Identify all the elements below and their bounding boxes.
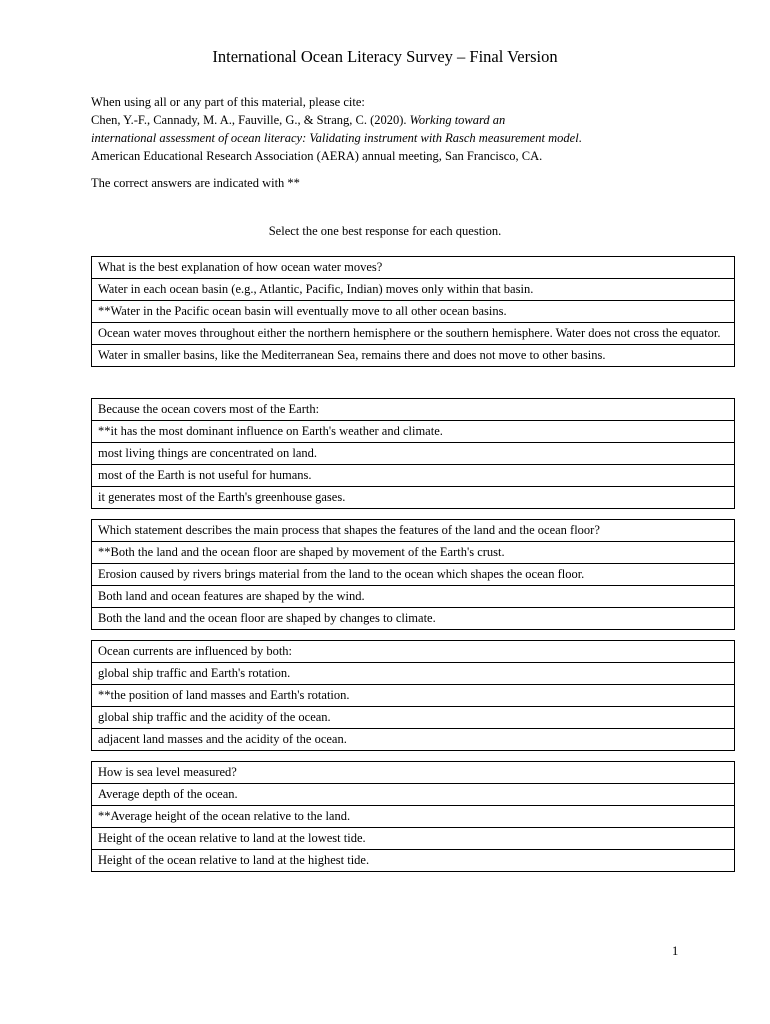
answer-option: **Average height of the ocean relative to the land. [92, 806, 735, 828]
citation-work-title-end: international assessment of ocean literacy: Validating instrument with Rasch measurement model [91, 131, 579, 145]
page-number: 1 [672, 944, 679, 958]
citation-block [91, 93, 731, 165]
question-row [92, 641, 735, 663]
option-row [92, 564, 735, 586]
citation-authors [91, 111, 731, 129]
option-row [92, 421, 735, 443]
question-row [92, 762, 735, 784]
citation-authors-text: Chen, Y.-F., Cannady, M. A., Fauville, G., & Strang, C. (2020). [91, 113, 410, 127]
citation-work-title-start: Working toward an [409, 113, 506, 127]
citation-intro: When using all or any part of this material, please cite: [91, 95, 365, 109]
answer-option: global ship traffic and Earth's rotation. [92, 663, 735, 685]
answer-option: most living things are concentrated on land. [92, 443, 735, 465]
instructions: Select the one best response for each question. [268, 224, 502, 238]
answer-option: most of the Earth is not useful for humans. [92, 465, 735, 487]
answer-option: Both land and ocean features are shaped by the wind. [92, 586, 735, 608]
answer-option: Height of the ocean relative to land at the lowest tide. [92, 828, 735, 850]
citation-venue: American Educational Research Association (AERA) annual meeting, San Francisco, CA. [91, 149, 543, 163]
option-row [92, 487, 735, 509]
correct-answer-note: The correct answers are indicated with ** [91, 176, 300, 190]
answer-option: **Water in the Pacific ocean basin will eventually move to all other ocean basins. [92, 301, 735, 323]
option-row [92, 465, 735, 487]
option-row [92, 345, 735, 367]
option-row [92, 828, 735, 850]
answer-option: **it has the most dominant influence on Earth's weather and climate. [92, 421, 735, 443]
answer-option: Water in smaller basins, like the Mediterranean Sea, remains there and does not move to other basins. [92, 345, 735, 367]
question-table-1 [91, 256, 735, 367]
option-row [92, 707, 735, 729]
answer-option: Ocean water moves throughout either the northern hemisphere or the southern hemisphere. Water does not cross the equator. [92, 323, 735, 345]
answer-option: Average depth of the ocean. [92, 784, 735, 806]
question-text: Because the ocean covers most of the Earth: [92, 399, 735, 421]
question-text: Which statement describes the main process that shapes the features of the land and the ocean floor? [92, 520, 735, 542]
option-row [92, 608, 735, 630]
question-text: What is the best explanation of how ocean water moves? [92, 257, 735, 279]
answer-option: **the position of land masses and Earth's rotation. [92, 685, 735, 707]
citation-period: . [578, 131, 582, 145]
option-row [92, 806, 735, 828]
question-row [92, 399, 735, 421]
option-row [92, 586, 735, 608]
answer-option: Erosion caused by rivers brings material from the land to the ocean which shapes the ocean floor. [92, 564, 735, 586]
answer-option: global ship traffic and the acidity of the ocean. [92, 707, 735, 729]
question-text: How is sea level measured? [92, 762, 735, 784]
question-text: Ocean currents are influenced by both: [92, 641, 735, 663]
answer-option: Height of the ocean relative to land at the highest tide. [92, 850, 735, 872]
option-row [92, 663, 735, 685]
citation-work-title [91, 129, 731, 147]
option-row [92, 685, 735, 707]
option-row [92, 850, 735, 872]
question-table-5 [91, 761, 735, 872]
option-row [92, 443, 735, 465]
answer-option: Both the land and the ocean floor are shaped by changes to climate. [92, 608, 735, 630]
question-table-4 [91, 640, 735, 751]
option-row [92, 279, 735, 301]
option-row [92, 323, 735, 345]
answer-option: it generates most of the Earth's greenhouse gases. [92, 487, 735, 509]
question-row [92, 257, 735, 279]
answer-option: **Both the land and the ocean floor are shaped by movement of the Earth's crust. [92, 542, 735, 564]
answer-option: adjacent land masses and the acidity of the ocean. [92, 729, 735, 751]
question-table-3 [91, 519, 735, 630]
question-row [92, 520, 735, 542]
option-row [92, 784, 735, 806]
option-row [92, 542, 735, 564]
question-table-2 [91, 398, 735, 509]
document-title: International Ocean Literacy Survey – Final Version [212, 47, 558, 66]
option-row [92, 729, 735, 751]
answer-option: Water in each ocean basin (e.g., Atlantic, Pacific, Indian) moves only within that basin. [92, 279, 735, 301]
option-row [92, 301, 735, 323]
